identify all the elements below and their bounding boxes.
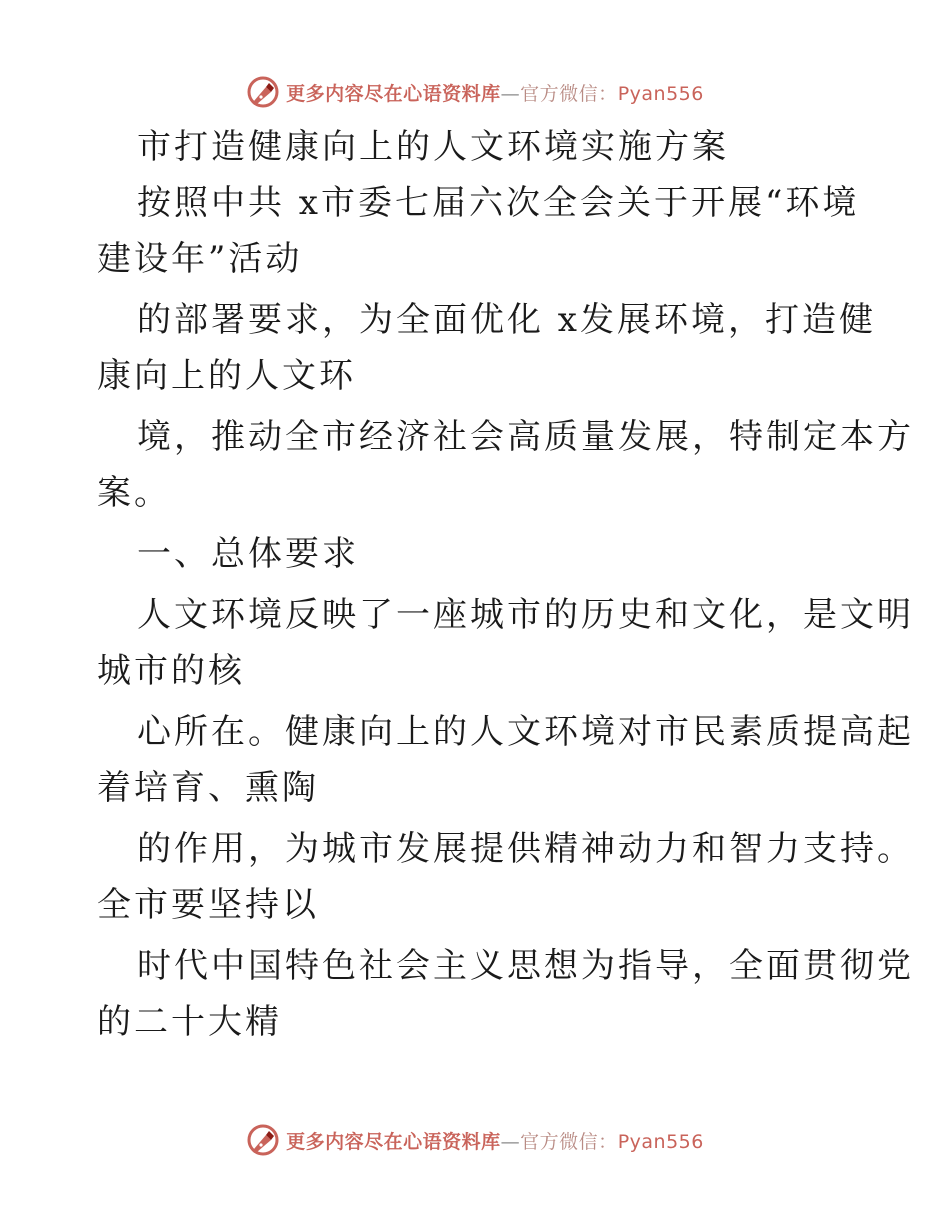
paragraph-line: 康向上的人文环 <box>97 356 356 396</box>
paragraph-line: 的二十大精 <box>97 1002 282 1042</box>
paragraph-line: 案。 <box>97 473 171 513</box>
paragraph-line: 境，推动全市经济社会高质量发展，特制定本方 <box>137 417 914 457</box>
paragraph-line: 建设年”活动 <box>97 239 303 279</box>
header-banner <box>0 72 950 112</box>
pen-nib-logo-icon <box>246 75 280 109</box>
document-body <box>97 119 914 1050</box>
paragraph-line: 心所在。健康向上的人文环境对市民素质提高起 <box>137 712 914 752</box>
pen-nib-logo-icon <box>246 1123 280 1157</box>
banner-text: 更多内容尽在心语资料库—官方微信：Pyan556 <box>286 82 704 105</box>
paragraph-line: 全市要坚持以 <box>97 885 319 925</box>
paragraph-line: 的部署要求，为全面优化 x发展环境，打造健 <box>137 300 876 340</box>
paragraph-line: 着培育、熏陶 <box>97 768 319 808</box>
paragraph-line: 城市的核 <box>97 651 245 691</box>
footer-banner <box>0 1120 950 1160</box>
paragraph-line: 按照中共 x市委七届六次全会关于开展“环境 <box>137 183 860 223</box>
section-heading: 一、总体要求 <box>137 534 359 574</box>
banner-text: 更多内容尽在心语资料库—官方微信：Pyan556 <box>286 1130 704 1153</box>
document-title: 市打造健康向上的人文环境实施方案 <box>137 127 729 167</box>
paragraph-line: 的作用，为城市发展提供精神动力和智力支持。 <box>137 829 914 869</box>
paragraph-line: 人文环境反映了一座城市的历史和文化，是文明 <box>137 595 914 635</box>
paragraph-line: 时代中国特色社会主义思想为指导，全面贯彻党 <box>137 946 914 986</box>
